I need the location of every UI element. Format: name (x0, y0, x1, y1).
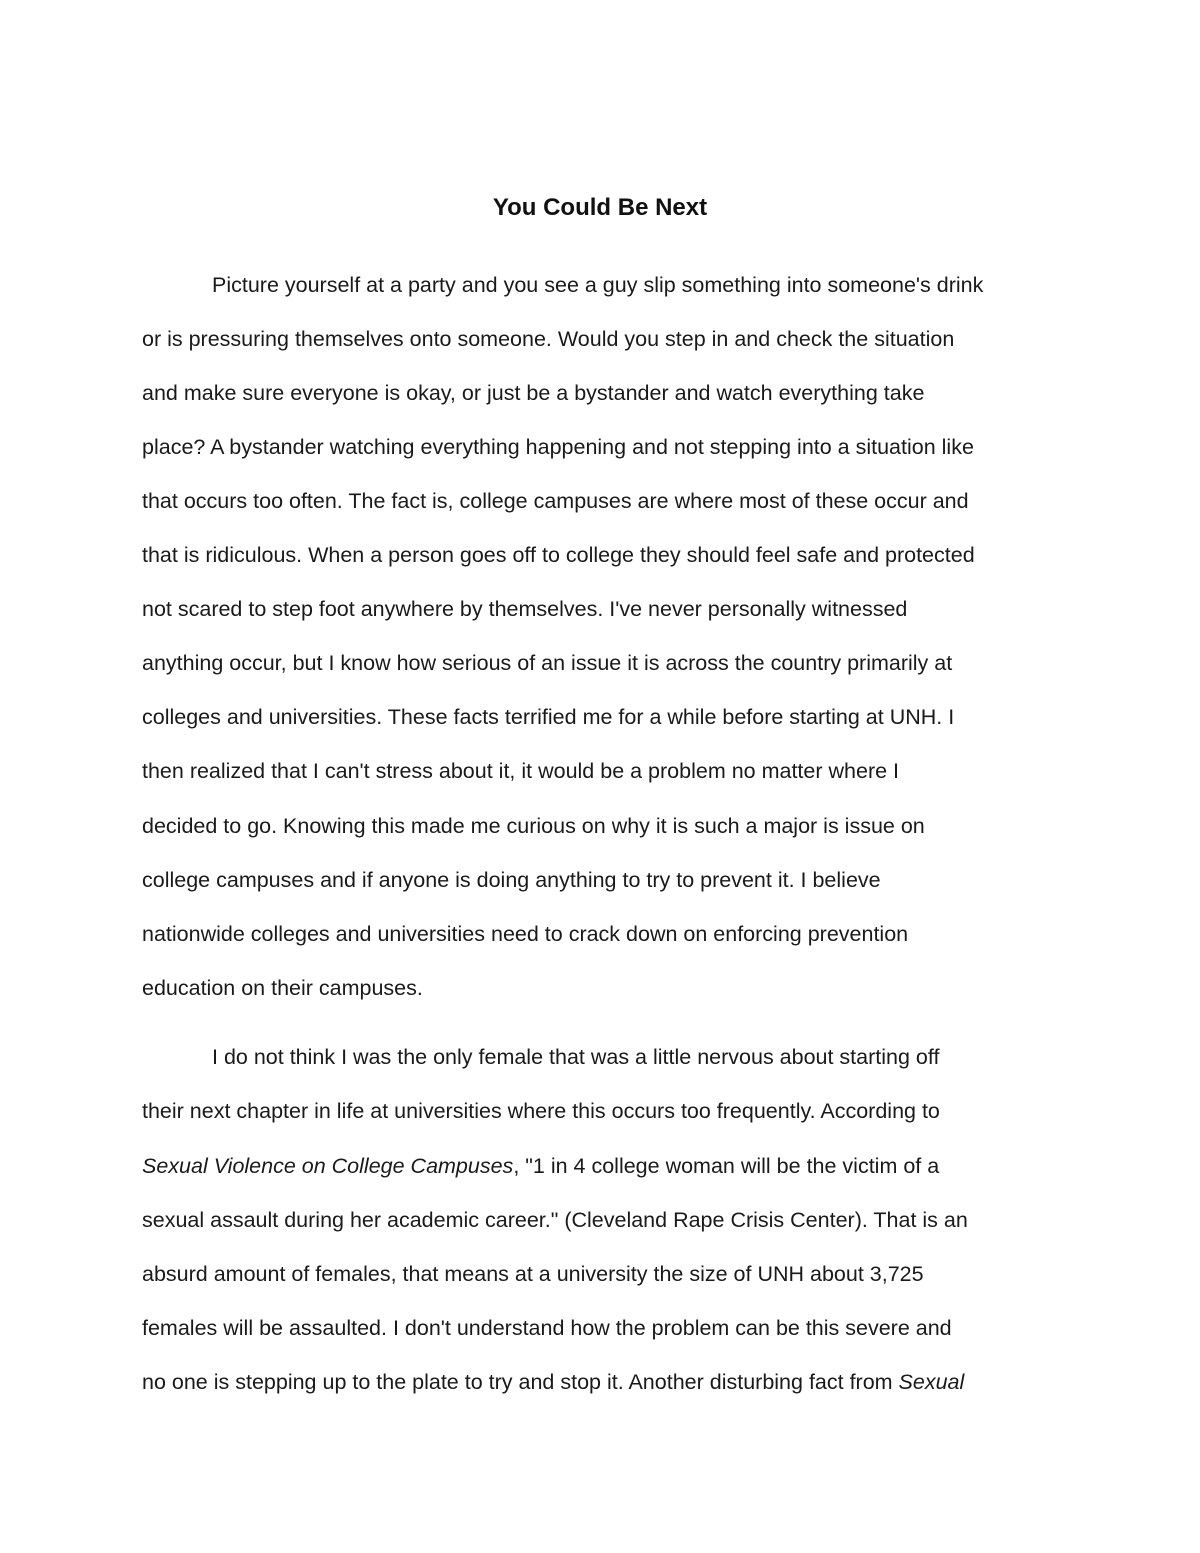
quote-text: , "1 in 4 college woman will be the victim of a (513, 1154, 940, 1178)
book-title-citation: Sexual Violence on College Campuses (142, 1154, 514, 1178)
paragraph-1-line-5: that occurs too often. The fact is, college campuses are where most of these occur and (142, 489, 969, 513)
essay-title: You Could Be Next (492, 194, 708, 221)
paragraph-1-line-7: not scared to step foot anywhere by themselves. I've never personally witnessed (142, 597, 908, 621)
paragraph-1-line-2: or is pressuring themselves onto someone. Would you step in and check the situation (142, 327, 955, 351)
paragraph-1-line-8: anything occur, but I know how serious of an issue it is across the country primarily at (142, 651, 953, 675)
paragraph-2-line-4: sexual assault during her academic career." (Cleveland Rape Crisis Center). That is an (142, 1208, 968, 1232)
paragraph-2-line-3 (142, 1151, 939, 1181)
paragraph-1-line-11: decided to go. Knowing this made me curious on why it is such a major is issue on (142, 814, 925, 838)
paragraph-1-line-10: then realized that I can't stress about it, it would be a problem no matter where I (142, 759, 900, 783)
paragraph-1-line-6: that is ridiculous. When a person goes off to college they should feel safe and protected (142, 543, 975, 567)
paragraph-2-line-5: absurd amount of females, that means at a university the size of UNH about 3,725 (142, 1262, 924, 1286)
paragraph-2-line-6: females will be assaulted. I don't understand how the problem can be this severe and (142, 1316, 952, 1340)
paragraph-1-line-12: college campuses and if anyone is doing anything to try to prevent it. I believe (142, 868, 881, 892)
paragraph-2-line-1: I do not think I was the only female that was a little nervous about starting off (212, 1045, 940, 1069)
paragraph-1-line-1: Picture yourself at a party and you see a guy slip something into someone's drink (212, 273, 984, 297)
paragraph-1-line-13: nationwide colleges and universities need to crack down on enforcing prevention (142, 922, 909, 946)
paragraph-1-line-4: place? A bystander watching everything happening and not stepping into a situation like (142, 435, 974, 459)
paragraph-2-line-7 (142, 1367, 964, 1397)
paragraph-2-line-2: their next chapter in life at universities where this occurs too frequently. According to (142, 1099, 940, 1123)
book-title-fragment: Sexual (898, 1370, 965, 1394)
paragraph-1-line-14: education on their campuses. (142, 976, 423, 1000)
paragraph-1-line-3: and make sure everyone is okay, or just be a bystander and watch everything take (142, 381, 925, 405)
line-text: no one is stepping up to the plate to try and stop it. Another disturbing fact from (142, 1370, 899, 1394)
paragraph-1-line-9: colleges and universities. These facts terrified me for a while before starting at UNH. I (142, 705, 955, 729)
